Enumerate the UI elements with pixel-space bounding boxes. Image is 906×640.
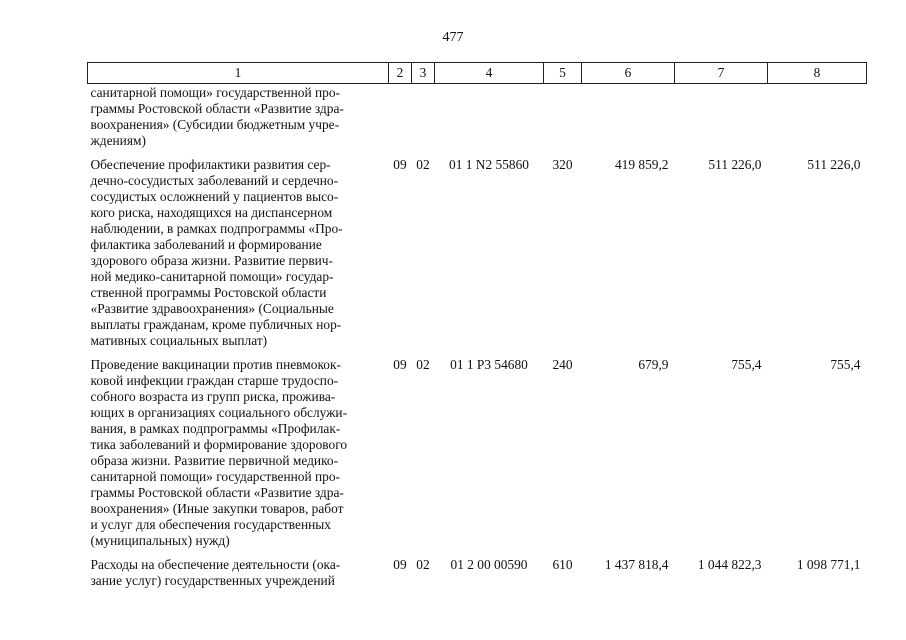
row-description	[88, 84, 389, 150]
description-line: вания, в рамках подпрограммы «Профилак-	[90, 421, 341, 436]
description-line: Расходы на обеспечение деятельности (ока-	[90, 557, 341, 572]
row-description	[88, 349, 389, 549]
column-header-6: 6	[582, 63, 675, 84]
cell-amount-year1: 419 859,2	[614, 157, 669, 172]
page-number: 477	[442, 30, 464, 45]
description-line: санитарной помощи» государственной про-	[90, 85, 341, 100]
cell-target-code: 01 2 00 00590	[450, 557, 528, 572]
cell-expense-type	[544, 84, 582, 150]
cell-amount-year1: 1 437 818,4	[604, 557, 669, 572]
row-description	[88, 149, 389, 349]
cell-amount-year3: 511 226,0	[807, 157, 861, 172]
cell-amount-year2: 511 226,0	[708, 157, 762, 172]
description-line: ждениям)	[90, 133, 146, 148]
description-line: ственной программы Ростовской области	[90, 285, 327, 300]
column-header-5: 5	[544, 63, 582, 84]
description-line: наблюдении, в рамках подпрограммы «Про-	[90, 221, 343, 236]
description-line: тика заболеваний и формирование здорового	[90, 437, 348, 452]
cell-expense-type: 320	[552, 157, 573, 172]
description-line: кого риска, находящихся на диспансерном	[90, 205, 333, 220]
cell-subsection: 02	[416, 157, 430, 172]
cell-section: 09	[393, 157, 407, 172]
description-line: мативных социальных выплат)	[90, 333, 268, 348]
description-line: выплаты гражданам, кроме публичных нор-	[90, 317, 342, 332]
table-row	[88, 549, 867, 589]
description-line: ной медико-санитарной помощи» государ-	[90, 269, 334, 284]
description-line: ющих в организациях социального обслужи-	[90, 405, 348, 420]
description-line: и услуг для обеспечения государственных	[90, 517, 331, 532]
description-line: здорового образа жизни. Развитие первич-	[90, 253, 334, 268]
cell-amount-year2: 755,4	[731, 357, 762, 372]
cell-subsection: 02	[416, 557, 430, 572]
description-line: собного возраста из групп риска, прожива-	[90, 389, 336, 404]
cell-amount-year3: 755,4	[830, 357, 861, 372]
description-line: сосудистых осложнений у пациентов высо-	[90, 189, 339, 204]
description-line: дечно-сосудистых заболеваний и сердечно-	[90, 173, 339, 188]
column-header-8: 8	[768, 63, 867, 84]
budget-table	[87, 62, 867, 589]
table-row	[88, 149, 867, 349]
description-line: граммы Ростовской области «Развитие здра-	[90, 485, 344, 500]
description-line: филактика заболеваний и формирование	[90, 237, 322, 252]
description-line: воохранения» (Иные закупки товаров, работ	[90, 501, 344, 516]
description-line: «Развитие здравоохранения» (Социальные	[90, 301, 334, 316]
description-line: граммы Ростовской области «Развитие здра-	[90, 101, 344, 116]
table-row	[88, 349, 867, 549]
cell-section: 09	[393, 357, 407, 372]
description-line: (муниципальных) нужд)	[90, 533, 230, 548]
cell-amount-year3	[768, 84, 867, 150]
cell-section	[389, 84, 412, 150]
column-header-4: 4	[435, 63, 544, 84]
description-line: воохранения» (Субсидии бюджетным учре-	[90, 117, 340, 132]
row-description	[88, 549, 389, 589]
cell-amount-year2: 1 044 822,3	[697, 557, 762, 572]
column-header-7: 7	[675, 63, 768, 84]
cell-amount-year1: 679,9	[638, 357, 669, 372]
cell-subsection: 02	[416, 357, 430, 372]
cell-amount-year3: 1 098 771,1	[796, 557, 861, 572]
cell-section: 09	[393, 557, 407, 572]
cell-target-code	[435, 84, 544, 150]
description-line: зание услуг) государственных учреждений	[90, 573, 335, 588]
cell-amount-year2	[675, 84, 768, 150]
description-line: Проведение вакцинации против пневмокок-	[90, 357, 341, 372]
description-line: Обеспечение профилактики развития сер-	[90, 157, 331, 172]
description-line: ковой инфекции граждан старше трудоспо-	[90, 373, 339, 388]
cell-amount-year1	[582, 84, 675, 150]
cell-expense-type: 610	[552, 557, 573, 572]
column-header-3: 3	[412, 63, 435, 84]
column-header-2: 2	[389, 63, 412, 84]
cell-expense-type: 240	[552, 357, 573, 372]
description-line: образа жизни. Развитие первичной медико-	[90, 453, 339, 468]
cell-target-code: 01 1 P3 54680	[450, 357, 528, 372]
table-row	[88, 84, 867, 150]
cell-subsection	[412, 84, 435, 150]
cell-target-code: 01 1 N2 55860	[449, 157, 529, 172]
column-header-1: 1	[88, 63, 389, 84]
description-line: санитарной помощи» государственной про-	[90, 469, 341, 484]
table-header-row	[88, 63, 867, 84]
